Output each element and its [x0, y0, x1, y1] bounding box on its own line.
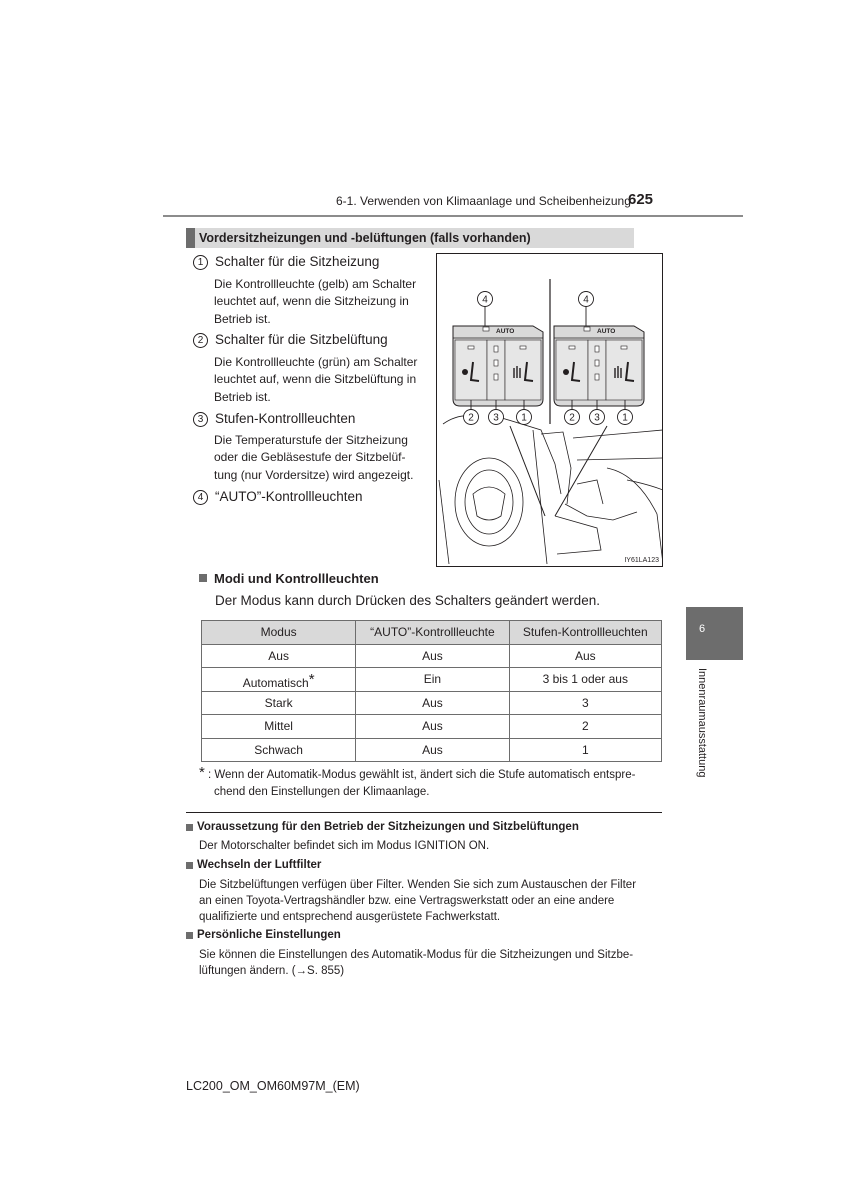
- callout-4-right-label: 4: [583, 294, 589, 306]
- callout-1-icon: 1: [193, 255, 208, 270]
- item-3-description: Die Temperaturstufe der Sitzheizung oder die Gebläsestufe der Sitzbelüf- tung (nur Vordersitze) wird angezeigt.: [214, 433, 414, 482]
- table-row: [202, 668, 662, 692]
- section-heading-text: Vordersitzheizungen und -belüftungen (falls vorhanden): [199, 231, 531, 245]
- callout-2-left-label: 2: [468, 412, 474, 424]
- modes-description: Der Modus kann durch Drücken des Schalters geändert werden.: [215, 593, 600, 608]
- bullet-square-icon: [199, 574, 207, 582]
- callout-1-left-label: 1: [521, 412, 527, 424]
- auto-label-right: AUTO: [597, 328, 616, 335]
- table-cell: Aus: [356, 644, 509, 668]
- table-cell: 1: [509, 738, 661, 762]
- callout-2-right-label: 2: [569, 412, 575, 424]
- table-cell: Aus: [509, 644, 661, 668]
- page-number: 625: [628, 191, 654, 208]
- divider: [186, 812, 662, 813]
- header-section-title: 6-1. Verwenden von Klimaanlage und Scheibenheizung: [336, 194, 631, 208]
- auto-label-left: AUTO: [496, 328, 515, 335]
- callout-2-icon: 2: [193, 333, 208, 348]
- table-header-cell: “AUTO”-Kontrollleuchte: [356, 621, 509, 645]
- table-cell: Ein: [356, 668, 509, 692]
- bullet-square-icon: [186, 932, 193, 939]
- footer-code: LC200_OM_OM60M97M_(EM): [186, 1079, 360, 1093]
- callout-4-left-label: 4: [482, 294, 488, 306]
- note-2-body: Die Sitzbelüftungen verfügen über Filter. Wenden Sie sich zum Austauschen der Filter an einen Toyota-Vertragshändler bzw. eine Vertragswerkstatt oder an eine andere qualifizierte und entsprechend ausgerüstete Fachwerkstatt.: [199, 879, 637, 923]
- table-cell: Aus: [202, 644, 356, 668]
- table-cell: Aus: [356, 738, 509, 762]
- table-header-row: [202, 621, 662, 645]
- callout-1-right-label: 1: [622, 412, 628, 424]
- callout-3-left-label: 3: [493, 412, 499, 424]
- section-heading: [186, 228, 634, 248]
- footnote-mark: *: [199, 764, 205, 781]
- seat-climate-switch-figure: [436, 253, 663, 567]
- table-cell: Schwach: [202, 738, 356, 762]
- callout-3-icon: 3: [193, 412, 208, 427]
- item-1-description: Die Kontrollleuchte (gelb) am Schalter leuchtet auf, wenn die Sitzheizung in Betrieb ist.: [214, 277, 417, 326]
- table-cell: Mittel: [202, 715, 356, 739]
- note-3-body: Sie können die Einstellungen des Automatik-Modus für die Sitzheizungen und Sitzbe- lüftungen ändern. (→S. 855): [199, 949, 634, 977]
- table-row: [202, 691, 662, 715]
- table-row: [202, 715, 662, 739]
- modes-table: [201, 620, 662, 762]
- note-1-body: Der Motorschalter befindet sich im Modus IGNITION ON.: [199, 840, 490, 852]
- dashboard-illustration: [439, 414, 663, 564]
- table-header-cell: Stufen-Kontrollleuchten: [509, 621, 661, 645]
- header-rule: [163, 215, 743, 217]
- item-2-description: Die Kontrollleuchte (grün) am Schalter leuchtet auf, wenn die Sitzbelüftung in Betrieb ist.: [214, 355, 418, 404]
- callout-4-icon: 4: [193, 490, 208, 505]
- table-cell: Automatisch*: [202, 668, 356, 692]
- table-cell: Aus: [356, 715, 509, 739]
- chapter-label: Innenraumausstattung: [696, 668, 708, 778]
- chapter-number: 6: [699, 623, 706, 635]
- table-cell: 2: [509, 715, 661, 739]
- right-switch-panel: [554, 326, 644, 406]
- table-cell: 3 bis 1 oder aus: [509, 668, 661, 692]
- bullet-square-icon: [186, 862, 193, 869]
- table-cell: 3: [509, 691, 661, 715]
- table-row: [202, 738, 662, 762]
- footnote-star: *: [308, 670, 315, 688]
- bullet-square-icon: [186, 824, 193, 831]
- chapter-tab[interactable]: [686, 607, 743, 660]
- callout-3-right-label: 3: [594, 412, 600, 424]
- table-cell: Aus: [356, 691, 509, 715]
- table-header-cell: Modus: [202, 621, 356, 645]
- table-row: [202, 644, 662, 668]
- table-cell: Stark: [202, 691, 356, 715]
- left-switch-panel: [453, 326, 543, 406]
- figure-code: IY61LA123: [624, 557, 659, 564]
